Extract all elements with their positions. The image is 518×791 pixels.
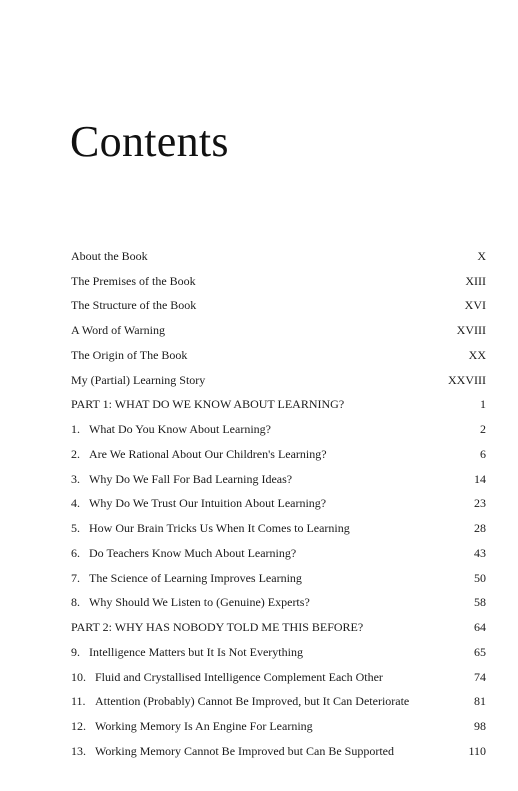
toc-entry-label (71, 447, 327, 462)
toc-entry-title: Fluid and Crystallised Intelligence Complement Each Other (95, 669, 383, 684)
toc-chapter[interactable] (71, 442, 486, 467)
toc-chapter-number: 1. (71, 422, 80, 437)
toc-entry-title: Working Memory Is An Engine For Learning (95, 719, 313, 734)
toc-entry-label (71, 670, 383, 685)
toc-entry-label (71, 373, 205, 388)
toc-entry-label (71, 521, 350, 536)
toc-entry-label (71, 496, 326, 511)
toc-chapter[interactable] (71, 541, 486, 566)
toc-entry-title: Are We Rational About Our Children's Learning? (89, 446, 327, 461)
toc-entry-label (71, 694, 409, 709)
toc-entry[interactable] (71, 244, 486, 269)
toc-chapter-number: 6. (71, 545, 80, 560)
toc-entry-label (71, 719, 313, 734)
toc-chapter[interactable] (71, 516, 486, 541)
toc-entry-title: The Origin of The Book (71, 347, 188, 362)
toc-entry-label (71, 348, 187, 363)
toc-chapter[interactable] (71, 467, 486, 492)
toc-entry[interactable] (71, 269, 486, 294)
toc-entry-title: Why Do We Trust Our Intuition About Learning? (89, 496, 327, 511)
toc-entry-title: How Our Brain Tricks Us When It Comes to Learning (89, 521, 350, 536)
toc-chapter-number: 2. (71, 446, 80, 461)
toc-entry-title: Why Do We Fall For Bad Learning Ideas? (89, 471, 293, 486)
toc-chapter-number: 9. (71, 644, 80, 659)
toc-chapter[interactable] (71, 566, 486, 591)
toc-entry-title: The Structure of the Book (71, 298, 197, 313)
toc-entry-page: 58 (474, 595, 486, 610)
toc-entry[interactable] (71, 368, 486, 393)
toc-entry-title: My (Partial) Learning Story (71, 372, 206, 387)
toc-chapter[interactable] (71, 690, 486, 715)
toc-chapter[interactable] (71, 739, 486, 764)
toc-chapter-number: 12. (71, 719, 86, 734)
toc-entry-page: 43 (474, 545, 486, 560)
toc-entry-page: XX (468, 347, 486, 362)
toc-entry-title: PART 1: WHAT DO WE KNOW ABOUT LEARNING? (71, 397, 345, 412)
toc-chapter-number: 4. (71, 496, 80, 511)
toc-entry[interactable] (71, 318, 486, 343)
toc-entry-label (71, 249, 148, 264)
toc-chapter-number: 3. (71, 471, 80, 486)
toc-entry-label (71, 620, 363, 635)
toc-part-heading[interactable] (71, 615, 486, 640)
toc-entry-title: Why Should We Listen to (Genuine) Experts? (89, 595, 310, 610)
toc-chapter-number: 13. (71, 743, 86, 758)
toc-entry-label (71, 472, 292, 487)
toc-entry-page: 110 (468, 743, 486, 758)
toc-entry-page: X (477, 248, 486, 263)
toc-entry-title: PART 2: WHY HAS NOBODY TOLD ME THIS BEFORE? (71, 620, 364, 635)
toc-entry-label (71, 274, 196, 289)
toc-entry-label (71, 595, 310, 610)
toc-chapter[interactable] (71, 492, 486, 517)
toc-entry[interactable] (71, 294, 486, 319)
toc-entry-label (71, 645, 303, 660)
toc-entry-page: 1 (480, 397, 486, 412)
toc-chapter[interactable] (71, 591, 486, 616)
table-of-contents (71, 244, 486, 764)
toc-chapter-number: 10. (71, 669, 86, 684)
toc-entry-page: 81 (474, 694, 486, 709)
toc-entry-title: Working Memory Cannot Be Improved but Can Be Supported (95, 743, 394, 758)
toc-entry-title: Attention (Probably) Cannot Be Improved, but It Can Deteriorate (95, 694, 410, 709)
toc-chapter-number: 8. (71, 595, 80, 610)
page-title: Contents (70, 117, 229, 166)
toc-entry-page: 98 (474, 719, 486, 734)
toc-chapter[interactable] (71, 417, 486, 442)
toc-entry-title: About the Book (71, 248, 148, 263)
toc-entry-title: What Do You Know About Learning? (89, 422, 271, 437)
toc-entry-page: 6 (480, 446, 486, 461)
toc-entry-page: 64 (474, 620, 486, 635)
toc-entry-page: 50 (474, 570, 486, 585)
toc-entry-page: 2 (480, 422, 486, 437)
toc-entry-page: 65 (474, 644, 486, 659)
toc-entry-page: XVIII (456, 323, 486, 338)
toc-chapter-number: 5. (71, 521, 80, 536)
toc-entry-title: Do Teachers Know Much About Learning? (89, 545, 297, 560)
toc-entry-title: A Word of Warning (71, 323, 165, 338)
toc-chapter-number: 7. (71, 570, 80, 585)
toc-entry-title: The Premises of the Book (71, 273, 196, 288)
toc-entry-title: The Science of Learning Improves Learning (89, 570, 302, 585)
toc-chapter[interactable] (71, 665, 486, 690)
toc-entry-page: 74 (474, 669, 486, 684)
toc-part-heading[interactable] (71, 393, 486, 418)
toc-entry-label (71, 571, 302, 586)
toc-entry-page: 23 (474, 496, 486, 511)
toc-entry-label (71, 298, 196, 313)
toc-entry-label (71, 323, 165, 338)
toc-chapter[interactable] (71, 714, 486, 739)
toc-entry-label (71, 546, 296, 561)
toc-entry-label (71, 744, 394, 759)
toc-entry-page: XXVIII (448, 372, 486, 387)
toc-entry-title: Intelligence Matters but It Is Not Everything (89, 644, 303, 659)
toc-entry-page: XIII (465, 273, 486, 288)
toc-entry[interactable] (71, 343, 486, 368)
toc-entry-label (71, 397, 344, 412)
toc-chapter[interactable] (71, 640, 486, 665)
toc-entry-label (71, 422, 271, 437)
toc-entry-page: 28 (474, 521, 486, 536)
toc-chapter-number: 11. (71, 694, 86, 709)
toc-entry-page: 14 (474, 471, 486, 486)
toc-entry-page: XVI (464, 298, 486, 313)
